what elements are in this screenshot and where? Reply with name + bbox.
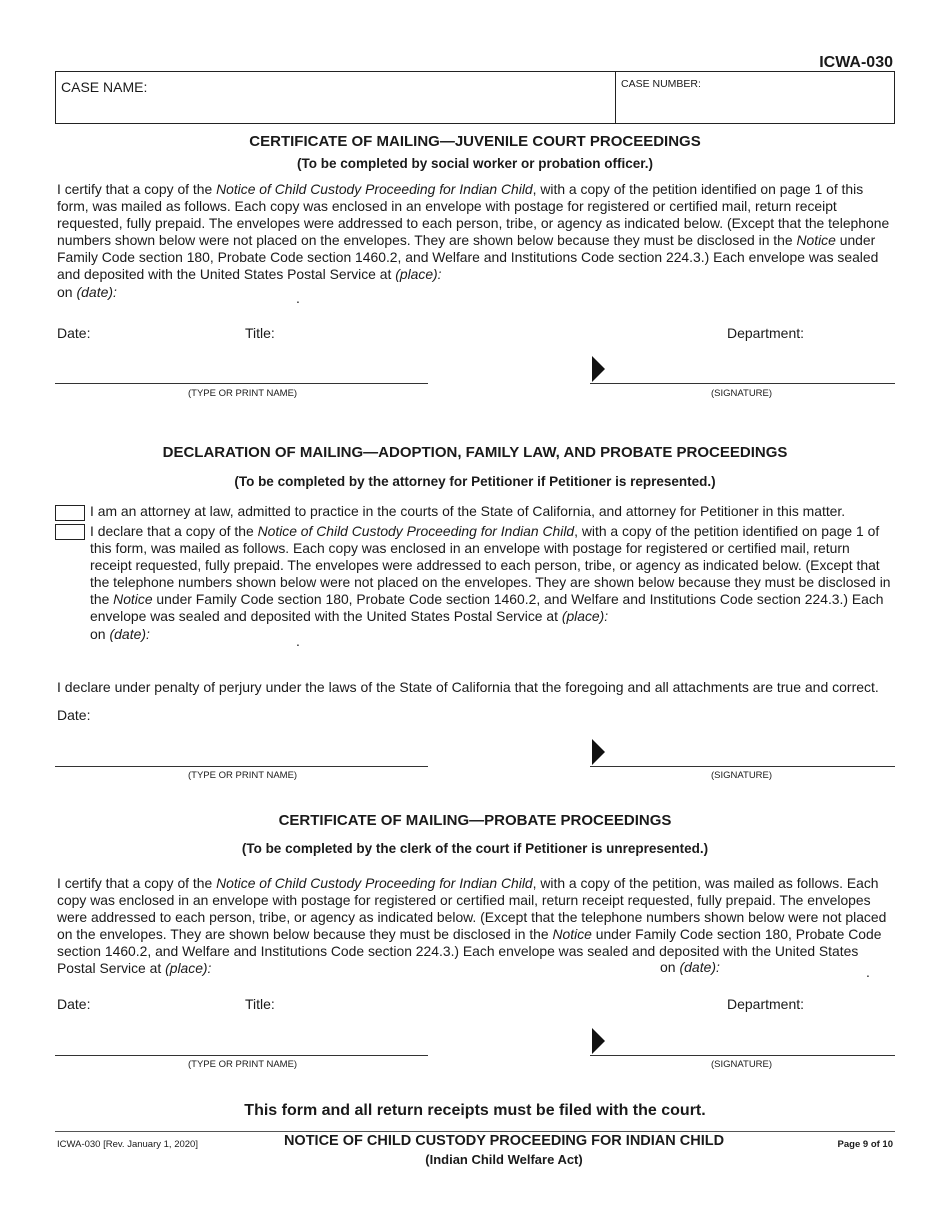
section3-subtitle: (To be completed by the clerk of the court if Petitioner is unrepresented.) xyxy=(241,841,709,856)
declare-checkbox[interactable] xyxy=(55,524,85,540)
section1-signature-line xyxy=(590,383,895,384)
section3-title-label: Title: xyxy=(245,996,275,1012)
footer-title: NOTICE OF CHILD CUSTODY PROCEEDING FOR INDIAN CHILD xyxy=(283,1133,725,1149)
section3-department-label: Department: xyxy=(727,996,805,1012)
signature-arrow-icon xyxy=(592,739,605,765)
section1-subtitle: (To be completed by social worker or probation officer.) xyxy=(296,156,654,171)
case-name-label: CASE NAME: xyxy=(61,79,148,95)
section2-signature: (SIGNATURE) xyxy=(711,770,773,781)
section2-attorney-text: I am an attorney at law, admitted to practice in the courts of the State of California, and attorney for Petitioner in this matter. xyxy=(90,503,846,519)
section1-title-label: Title: xyxy=(245,325,275,341)
section2-subtitle: (To be completed by the attorney for Petitioner if Petitioner is represented.) xyxy=(234,474,716,489)
section1-on-date: on (date): xyxy=(57,284,117,300)
section1-paragraph: I certify that a copy of the Notice of Child Custody Proceeding for Indian Child, with a copy of the petition identified on page 1 of this form, was mailed as follows. Each copy was enclosed in an envelope with postage for registered or certified mail, return receipt requested, fully prepaid. The envelopes were addressed to each person, tribe, or agency as indicated below. (Except that the telephone numbers shown below were not placed on the envelopes. They are shown below because they must be disclosed in the Notice under Family Code section 180, Probate Code section 1460.2, and Welfare and Institutions Code section 224.3.) Each envelope was sealed and deposited with the United States Postal Service at (place): xyxy=(57,181,890,282)
attorney-checkbox[interactable] xyxy=(55,505,85,521)
section3-dot: . xyxy=(866,964,870,980)
case-number-label: CASE NUMBER: xyxy=(621,78,701,90)
footer-subtitle: (Indian Child Welfare Act) xyxy=(425,1152,583,1167)
section2-paragraph: I declare that a copy of the Notice of Child Custody Proceeding for Indian Child, with a copy of the petition identified on page 1 of this form, was mailed as follows. Each copy was enclosed in an envelope with postage for registered or certified mail, return receipt requested, fully prepaid. The envelopes were addressed to each person, tribe, or agency as indicated below. (Except that the telephone numbers shown below were not placed on the envelopes. They are shown below because they must be disclosed in the Notice under Family Code section 180, Probate Code section 1460.2, and Welfare and Institutions Code section 224.3.) Each envelope was sealed and deposited with the United States Postal Service at (place): xyxy=(90,523,891,624)
section1-dot: . xyxy=(296,290,300,306)
section1-date-label: Date: xyxy=(57,325,91,341)
section3-signature-line xyxy=(590,1055,895,1056)
form-id: ICWA-030 xyxy=(819,54,893,71)
section3-print-name: (TYPE OR PRINT NAME) xyxy=(188,1059,298,1070)
section2-date-label: Date: xyxy=(57,707,91,723)
section3-signature: (SIGNATURE) xyxy=(711,1059,773,1070)
section2-print-name: (TYPE OR PRINT NAME) xyxy=(188,770,298,781)
section2-dot: . xyxy=(296,633,300,649)
section2-on-date: on (date): xyxy=(90,626,150,642)
must-file-notice: This form and all return receipts must be filed with the court. xyxy=(244,1102,706,1119)
perjury-statement: I declare under penalty of perjury under the laws of the State of California that the foregoing and all attachments are true and correct. xyxy=(57,679,879,695)
section1-signature: (SIGNATURE) xyxy=(711,388,773,399)
section2-name-line xyxy=(55,766,428,767)
footer-revision: ICWA-030 [Rev. January 1, 2020] xyxy=(57,1139,198,1150)
signature-arrow-icon xyxy=(592,1028,605,1054)
section3-paragraph: I certify that a copy of the Notice of Child Custody Proceeding for Indian Child, with a copy of the petition, was mailed as follows. Each copy was enclosed in an envelope with postage for registered or certified mail, return receipt requested, fully prepaid. The envelopes were addressed to each person, tribe, or agency as indicated below. (Except that the telephone numbers shown below were not placed on the envelopes. They are shown below because they must be disclosed in the Notice under Family Code section 180, Probate Code section 1460.2, and Welfare and Institutions Code section 224.3.) Each envelope was sealed and deposited with the United States Postal Service at (place): xyxy=(57,875,887,976)
section1-print-name: (TYPE OR PRINT NAME) xyxy=(188,388,298,399)
section2-signature-line xyxy=(590,766,895,767)
section2-title: DECLARATION OF MAILING—ADOPTION, FAMILY LAW, AND PROBATE PROCEEDINGS xyxy=(162,444,788,461)
section1-title: CERTIFICATE OF MAILING—JUVENILE COURT PROCEEDINGS xyxy=(249,133,701,150)
signature-arrow-icon xyxy=(592,356,605,382)
footer-divider xyxy=(55,1131,895,1132)
section1-name-line xyxy=(55,383,428,384)
page-number: Page 9 of 10 xyxy=(837,1139,893,1150)
section3-title: CERTIFICATE OF MAILING—PROBATE PROCEEDINGS xyxy=(278,812,672,829)
section1-department-label: Department: xyxy=(727,325,805,341)
case-box xyxy=(55,71,895,124)
case-divider xyxy=(615,71,616,123)
section3-name-line xyxy=(55,1055,428,1056)
section3-date-label: Date: xyxy=(57,996,91,1012)
section3-on-date: on (date): xyxy=(660,959,720,975)
